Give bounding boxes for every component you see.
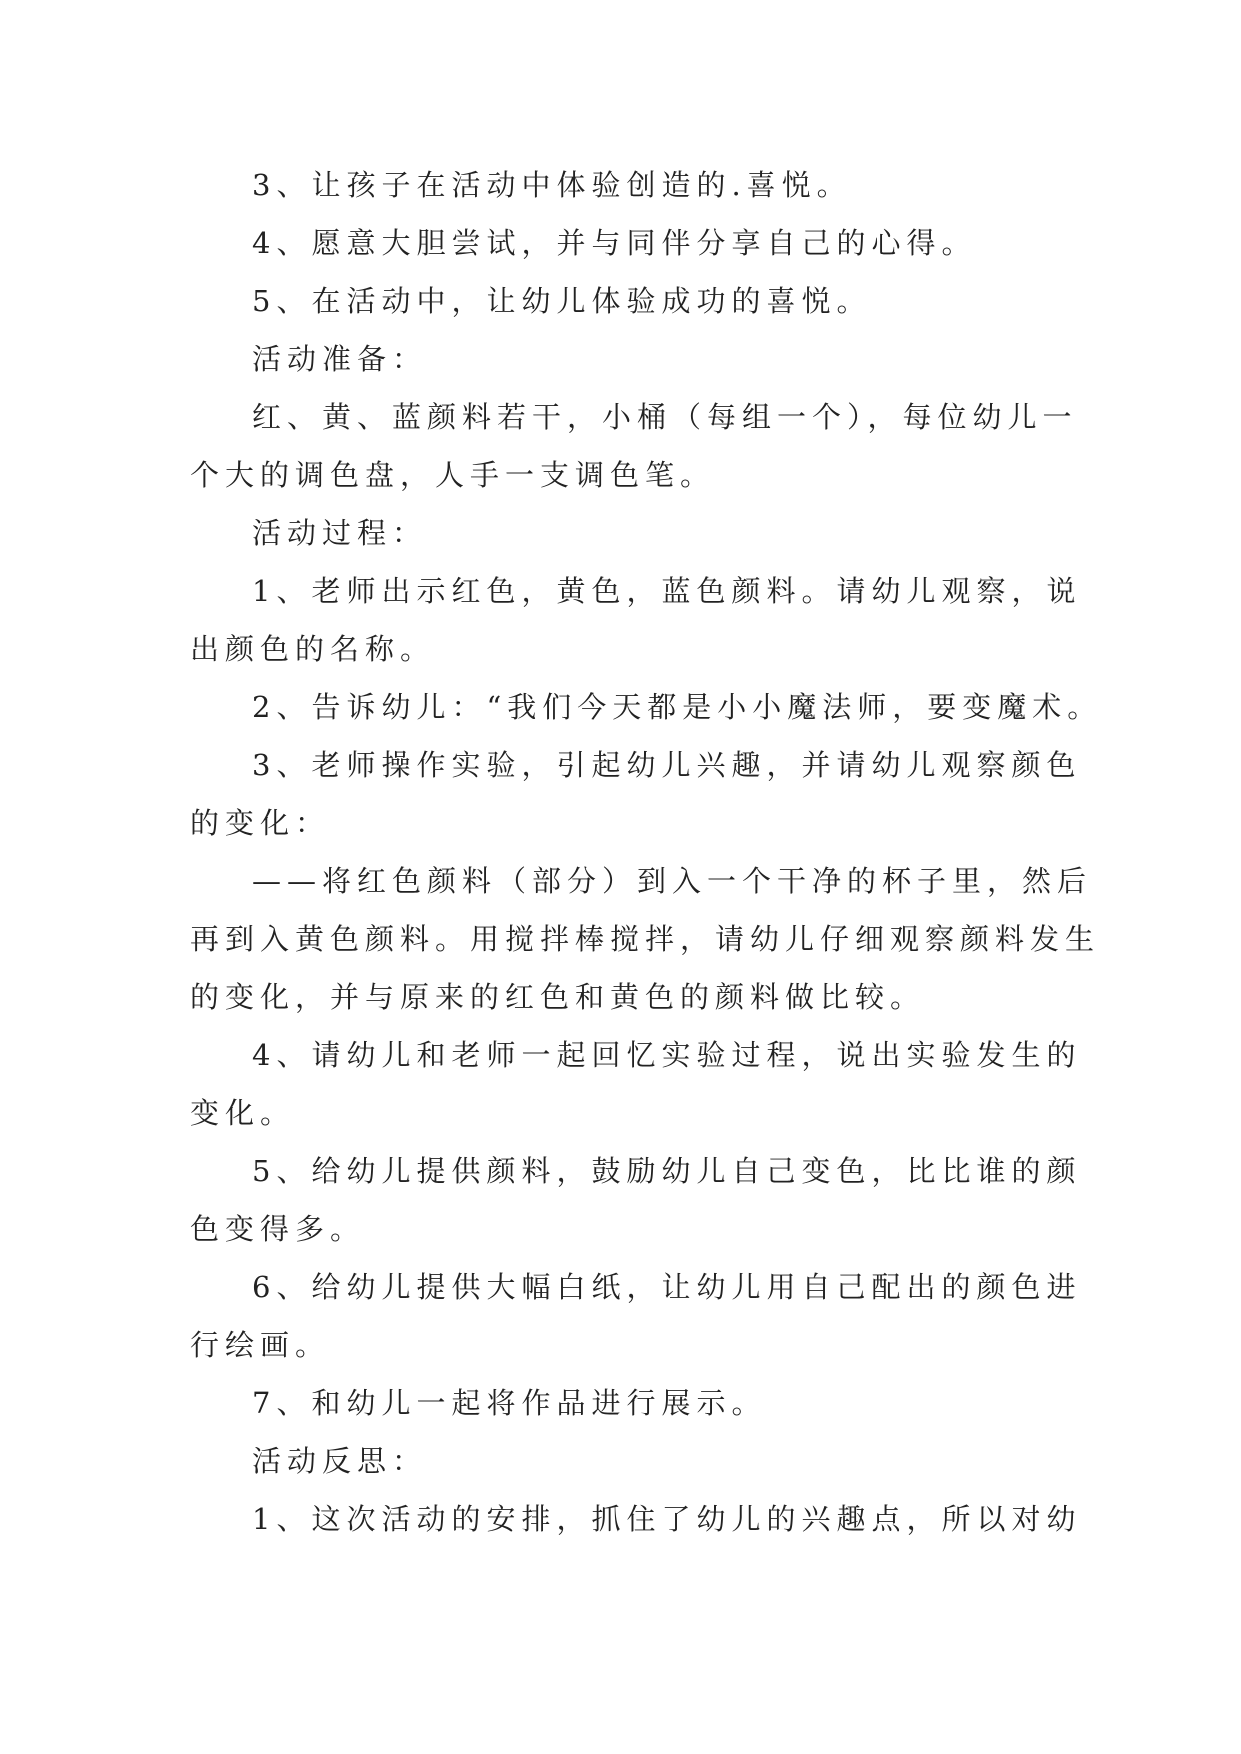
paragraph-line: 5、给幼儿提供颜料，鼓励幼儿自己变色，比比谁的颜	[252, 1154, 1082, 1188]
paragraph-line: ——将红色颜料（部分）到入一个干净的杯子里，然后	[252, 864, 1093, 898]
section-heading: 活动准备：	[252, 342, 428, 376]
paragraph-line: 再到入黄色颜料。用搅拌棒搅拌，请幼儿仔细观察颜料发生	[190, 922, 1101, 956]
paragraph-line: 色变得多。	[190, 1212, 366, 1246]
paragraph-line: 3、老师操作实验，引起幼儿兴趣，并请幼儿观察颜色	[252, 748, 1082, 782]
paragraph-line: 行绘画。	[190, 1328, 331, 1362]
paragraph-line: 3、让孩子在活动中体验创造的.喜悦。	[252, 168, 852, 202]
paragraph-line: 的变化，并与原来的红色和黄色的颜料做比较。	[190, 980, 926, 1014]
paragraph-line: 变化。	[190, 1096, 296, 1130]
paragraph-line: 5、在活动中，让幼儿体验成功的喜悦。	[252, 284, 872, 318]
paragraph-line: 7、和幼儿一起将作品进行展示。	[252, 1386, 767, 1420]
section-heading: 活动反思：	[252, 1444, 428, 1478]
paragraph-line: 出颜色的名称。	[190, 632, 436, 666]
paragraph-line: 6、给幼儿提供大幅白纸，让幼儿用自己配出的颜色进	[252, 1270, 1082, 1304]
paragraph-line: 1、这次活动的安排，抓住了幼儿的兴趣点，所以对幼	[252, 1502, 1082, 1536]
paragraph-line: 4、请幼儿和老师一起回忆实验过程，说出实验发生的	[252, 1038, 1082, 1072]
paragraph-line: 的变化：	[190, 806, 331, 840]
section-heading: 活动过程：	[252, 516, 428, 550]
paragraph-line: 4、愿意大胆尝试，并与同伴分享自己的心得。	[252, 226, 977, 260]
paragraph-line: 1、老师出示红色，黄色，蓝色颜料。请幼儿观察，说	[252, 574, 1082, 608]
paragraph-line: 个大的调色盘，人手一支调色笔。	[190, 458, 716, 492]
paragraph-line: 红、黄、蓝颜料若干，小桶（每组一个），每位幼儿一	[252, 400, 1078, 434]
paragraph-line: 2、告诉幼儿：“我们今天都是小小魔法师，要变魔术。	[252, 690, 1103, 724]
